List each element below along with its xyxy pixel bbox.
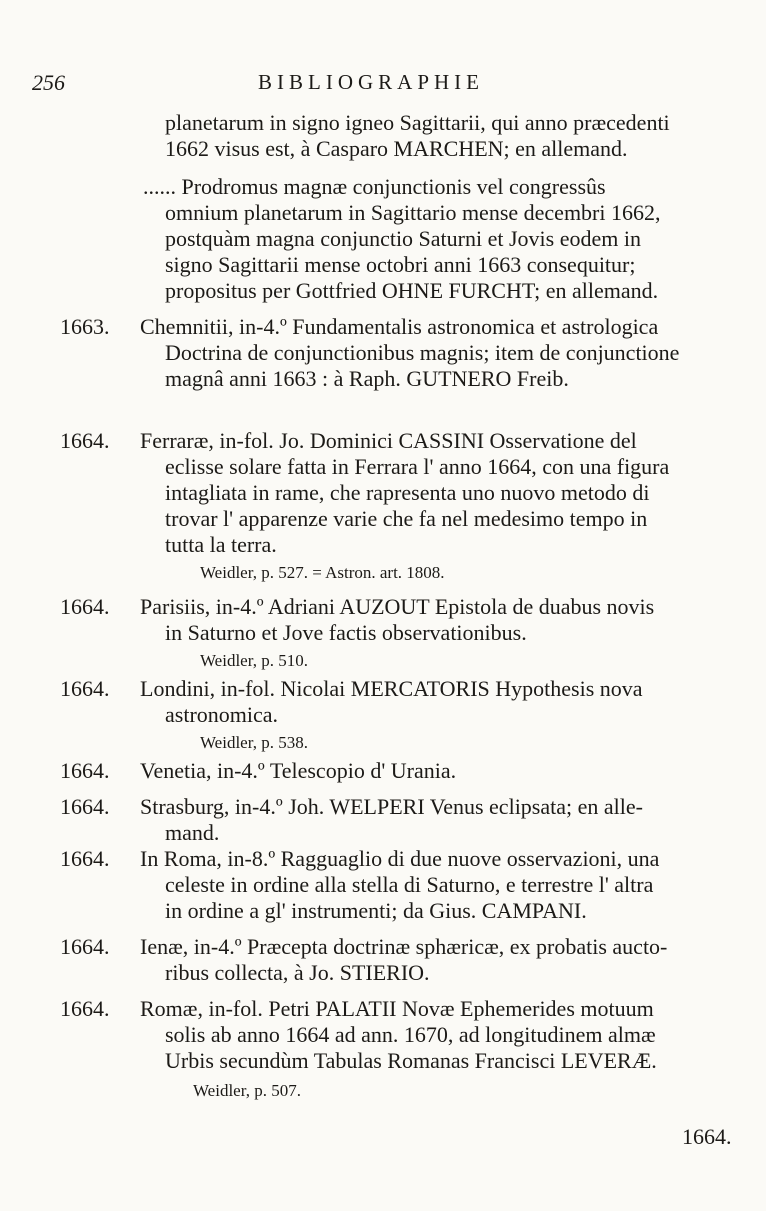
text-line: Chemnitii, in-4.º Fundamentalis astronomica et astrologica: [140, 314, 659, 339]
catchword: 1664.: [682, 1124, 732, 1149]
text-line: ribus collecta, à Jo. STIERIO.: [165, 960, 430, 985]
text-line: eclisse solare fatta in Ferrara l' anno 1664, con una figura: [165, 454, 670, 479]
text-line: tutta la terra.: [165, 532, 277, 557]
text-line: signo Sagittarii mense octobri anni 1663 consequitur;: [165, 252, 636, 277]
text-line: Venetia, in-4.º Telescopio d' Urania.: [140, 758, 457, 783]
text-line: solis ab anno 1664 ad ann. 1670, ad longitudinem almæ: [165, 1022, 656, 1047]
text-line: postquàm magna conjunctio Saturni et Jovis eodem in: [165, 226, 641, 251]
reference-line: Weidler, p. 527. = Astron. art. 1808.: [200, 563, 445, 582]
entry-year: 1664.: [60, 934, 110, 959]
entry-year: 1664.: [60, 846, 110, 871]
text-line: In Roma, in-8.º Ragguaglio di due nuove osservazioni, una: [140, 846, 660, 871]
text-line: planetarum in signo igneo Sagittarii, qui anno præcedenti: [165, 110, 670, 135]
entry-year: 1664.: [60, 428, 110, 453]
reference-line: Weidler, p. 538.: [200, 733, 308, 752]
entry-year: 1663.: [60, 314, 110, 339]
text-line: 1662 visus est, à Casparo MARCHEN; en allemand.: [165, 136, 628, 161]
entry-year: 1664.: [60, 594, 110, 619]
entry-year: 1664.: [60, 794, 110, 819]
text-line: Parisiis, in-4.º Adriani AUZOUT Epistola de duabus novis: [140, 594, 655, 619]
text-line: in ordine a gl' instrumenti; da Gius. CAMPANI.: [165, 898, 587, 923]
text-line: celeste in ordine alla stella di Saturno, e terrestre l' altra: [165, 872, 654, 897]
text-line: propositus per Gottfried OHNE FURCHT; en allemand.: [165, 278, 659, 303]
entry-year: 1664.: [60, 996, 110, 1021]
text-line: Strasburg, in-4.º Joh. WELPERI Venus eclipsata; en alle-: [140, 794, 643, 819]
text-line: ...... Prodromus magnæ conjunctionis vel congressûs: [143, 174, 606, 199]
text-line: magnâ anni 1663 : à Raph. GUTNERO Freib.: [165, 366, 569, 391]
text-line: intagliata in rame, che rapresenta uno nuovo metodo di: [165, 480, 650, 505]
text-line: Ferraræ, in-fol. Jo. Dominici CASSINI Osservatione del: [140, 428, 637, 453]
text-line: omnium planetarum in Sagittario mense decembri 1662,: [165, 200, 661, 225]
text-line: Doctrina de conjunctionibus magnis; item de conjunctione: [165, 340, 680, 365]
entry-year: 1664.: [60, 758, 110, 783]
entry-year: 1664.: [60, 676, 110, 701]
reference-line: Weidler, p. 510.: [200, 651, 308, 670]
text-line: in Saturno et Jove factis observationibus.: [165, 620, 527, 645]
text-line: Urbis secundùm Tabulas Romanas Francisci LEVERÆ.: [165, 1048, 657, 1073]
reference-line: Weidler, p. 507.: [193, 1081, 301, 1100]
text-line: Ienæ, in-4.º Præcepta doctrinæ sphæricæ, ex probatis aucto-: [140, 934, 668, 959]
running-title: BIBLIOGRAPHIE: [258, 70, 484, 94]
page-number: 256: [32, 70, 65, 95]
text-line: Romæ, in-fol. Petri PALATII Novæ Ephemerides motuum: [140, 996, 654, 1021]
text-line: mand.: [165, 820, 220, 845]
text-line: Londini, in-fol. Nicolai MERCATORIS Hypothesis nova: [140, 676, 643, 701]
text-line: trovar l' apparenze varie che fa nel medesimo tempo in: [165, 506, 648, 531]
text-line: astronomica.: [165, 702, 279, 727]
